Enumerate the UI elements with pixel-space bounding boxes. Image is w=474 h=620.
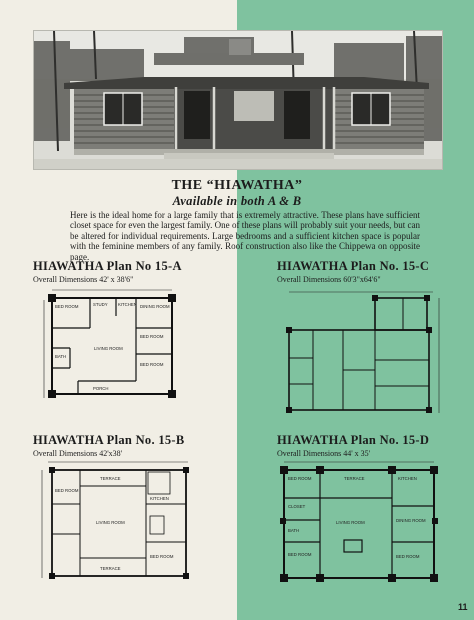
plan-15b-room-6: TERRACE — [100, 566, 121, 571]
plan-15b-title: HIAWATHA Plan No. 15-B — [33, 433, 185, 447]
plan-15d-room-4: CLOSET — [288, 504, 306, 509]
page-subtitle: Available in both A & B — [172, 194, 302, 208]
description-paragraph: Here is the ideal home for a large family that is extremely attractive. These plans have sufficient closet space for even the largest family. One of these plans will probably suit your needs, but can be altered for individual requirements. Large bedrooms and a sufficient kitchen space is popular with the feminine members of any family. Roof construction also like the Chippewa on opposite page. — [70, 210, 420, 262]
plan-15d-room-5: LIVING ROOM — [336, 520, 365, 525]
plan-15a-room-9: PORCH — [93, 386, 109, 391]
plan-15d-floorplan — [276, 458, 442, 590]
plan-15c-header — [277, 259, 474, 284]
plan-15b-dimensions: Overall Dimensions 42'x38' — [33, 449, 123, 458]
plan-15a-room-5: BED ROOM — [140, 334, 164, 339]
plan-15a-room-7: BATH — [55, 354, 67, 359]
plan-15a-room-6: LIVING ROOM — [94, 346, 123, 351]
plan-15d-title: HIAWATHA Plan No. 15-D — [277, 433, 430, 447]
plan-15b-room-1: TERRACE — [100, 476, 121, 481]
plan-15b-room-3: LIVING ROOM — [96, 520, 125, 525]
plan-15b-floorplan — [38, 458, 198, 588]
plan-15c-floorplan — [283, 288, 443, 418]
page-title: THE “HIAWATHA” — [171, 178, 303, 193]
plan-15c-dimensions: Overall Dimensions 60'3"x64'6" — [277, 275, 381, 284]
plan-15d-header — [277, 433, 474, 458]
plan-15a-header — [33, 259, 238, 284]
plan-15c-title: HIAWATHA Plan No. 15-C — [277, 259, 430, 273]
plan-15a-floorplan — [38, 286, 186, 414]
plan-15d-room-8: BED ROOM — [288, 552, 312, 557]
plan-15b-room-5: BED ROOM — [150, 554, 174, 559]
plan-15a-room-3: KITCHEN — [118, 302, 137, 307]
plan-15a-title: HIAWATHA Plan No 15-A — [33, 259, 182, 273]
plan-15d-room-2: TERRACE — [344, 476, 365, 481]
plan-15a-room-8: BED ROOM — [140, 362, 164, 367]
plan-15d-dimensions: Overall Dimensions 44' x 35' — [277, 449, 371, 458]
plan-15b-room-4: KITCHEN — [150, 496, 169, 501]
plan-15d-room-6: DINING ROOM — [396, 518, 426, 523]
page-number: 11 — [458, 602, 468, 612]
plan-15a-dimensions: Overall Dimensions 42' x 38'6" — [33, 275, 134, 284]
plan-15d-room-1: BED ROOM — [288, 476, 312, 481]
plan-15a-room-4: DINING ROOM — [140, 304, 170, 309]
plan-15b-header — [33, 433, 238, 458]
plan-15d-room-3: KITCHEN — [398, 476, 417, 481]
plan-15a-room-2: STUDY — [93, 302, 108, 307]
plan-15d-room-9: BED ROOM — [396, 554, 420, 559]
plan-15b-room-2: BED ROOM — [55, 488, 79, 493]
plan-15d-room-7: BATH — [288, 528, 300, 533]
cabin-photo — [33, 30, 443, 170]
plan-15a-room-1: BED ROOM — [55, 304, 79, 309]
